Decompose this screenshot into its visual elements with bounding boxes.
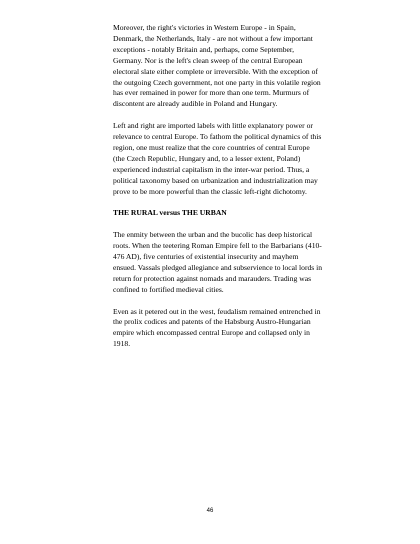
paragraph-right-victories: Moreover, the right's victories in Western Europe - in Spain, Denmark, the Netherlands, Italy - are not without a few important exceptions - notably Britain and, perhaps, come September, Germany. Nor is the left's clean sweep of the central European electoral slate either complete or irreversible. With the exception of the outgoing Czech government, not one party in this volatile region has ever remained in power for more than one term. Murmurs of discontent are already audible in Poland and Hungary. xyxy=(113,23,321,109)
paragraph-left-right-labels: Left and right are imported labels with little explanatory power or relevance to central Europe. To fathom the political dynamics of this region, one must realize that the core countries of central Europe (the Czech Republic, Hungary and, to a lesser extent, Poland) experienced industrial capitalism in the inter-war period. Thus, a political taxonomy based on urbanization and industrialization may prove to be more powerful than the classic left-right dichotomy. xyxy=(113,121,322,196)
page-number: 46 xyxy=(206,508,214,514)
section-heading: THE RURAL versus THE URBAN xyxy=(113,208,227,218)
body-text xyxy=(113,23,323,361)
paragraph-urban-bucolic: The enmity between the urban and the bucolic has deep historical roots. When the teetering Roman Empire fell to the Barbarians (410-476 AD), five centuries of existential insecurity and mayhem ensued. Vassals pledged allegiance and subservience to local lords in return for protection against nomads and marauders. Trading was confined to fortified medieval cities. xyxy=(113,230,323,294)
paragraph-feudalism: Even as it petered out in the west, feudalism remained entrenched in the prolix codices and patents of the Habsburg Austro-Hungarian empire which encompassed central Europe and collapsed only in 1918. xyxy=(113,306,321,349)
